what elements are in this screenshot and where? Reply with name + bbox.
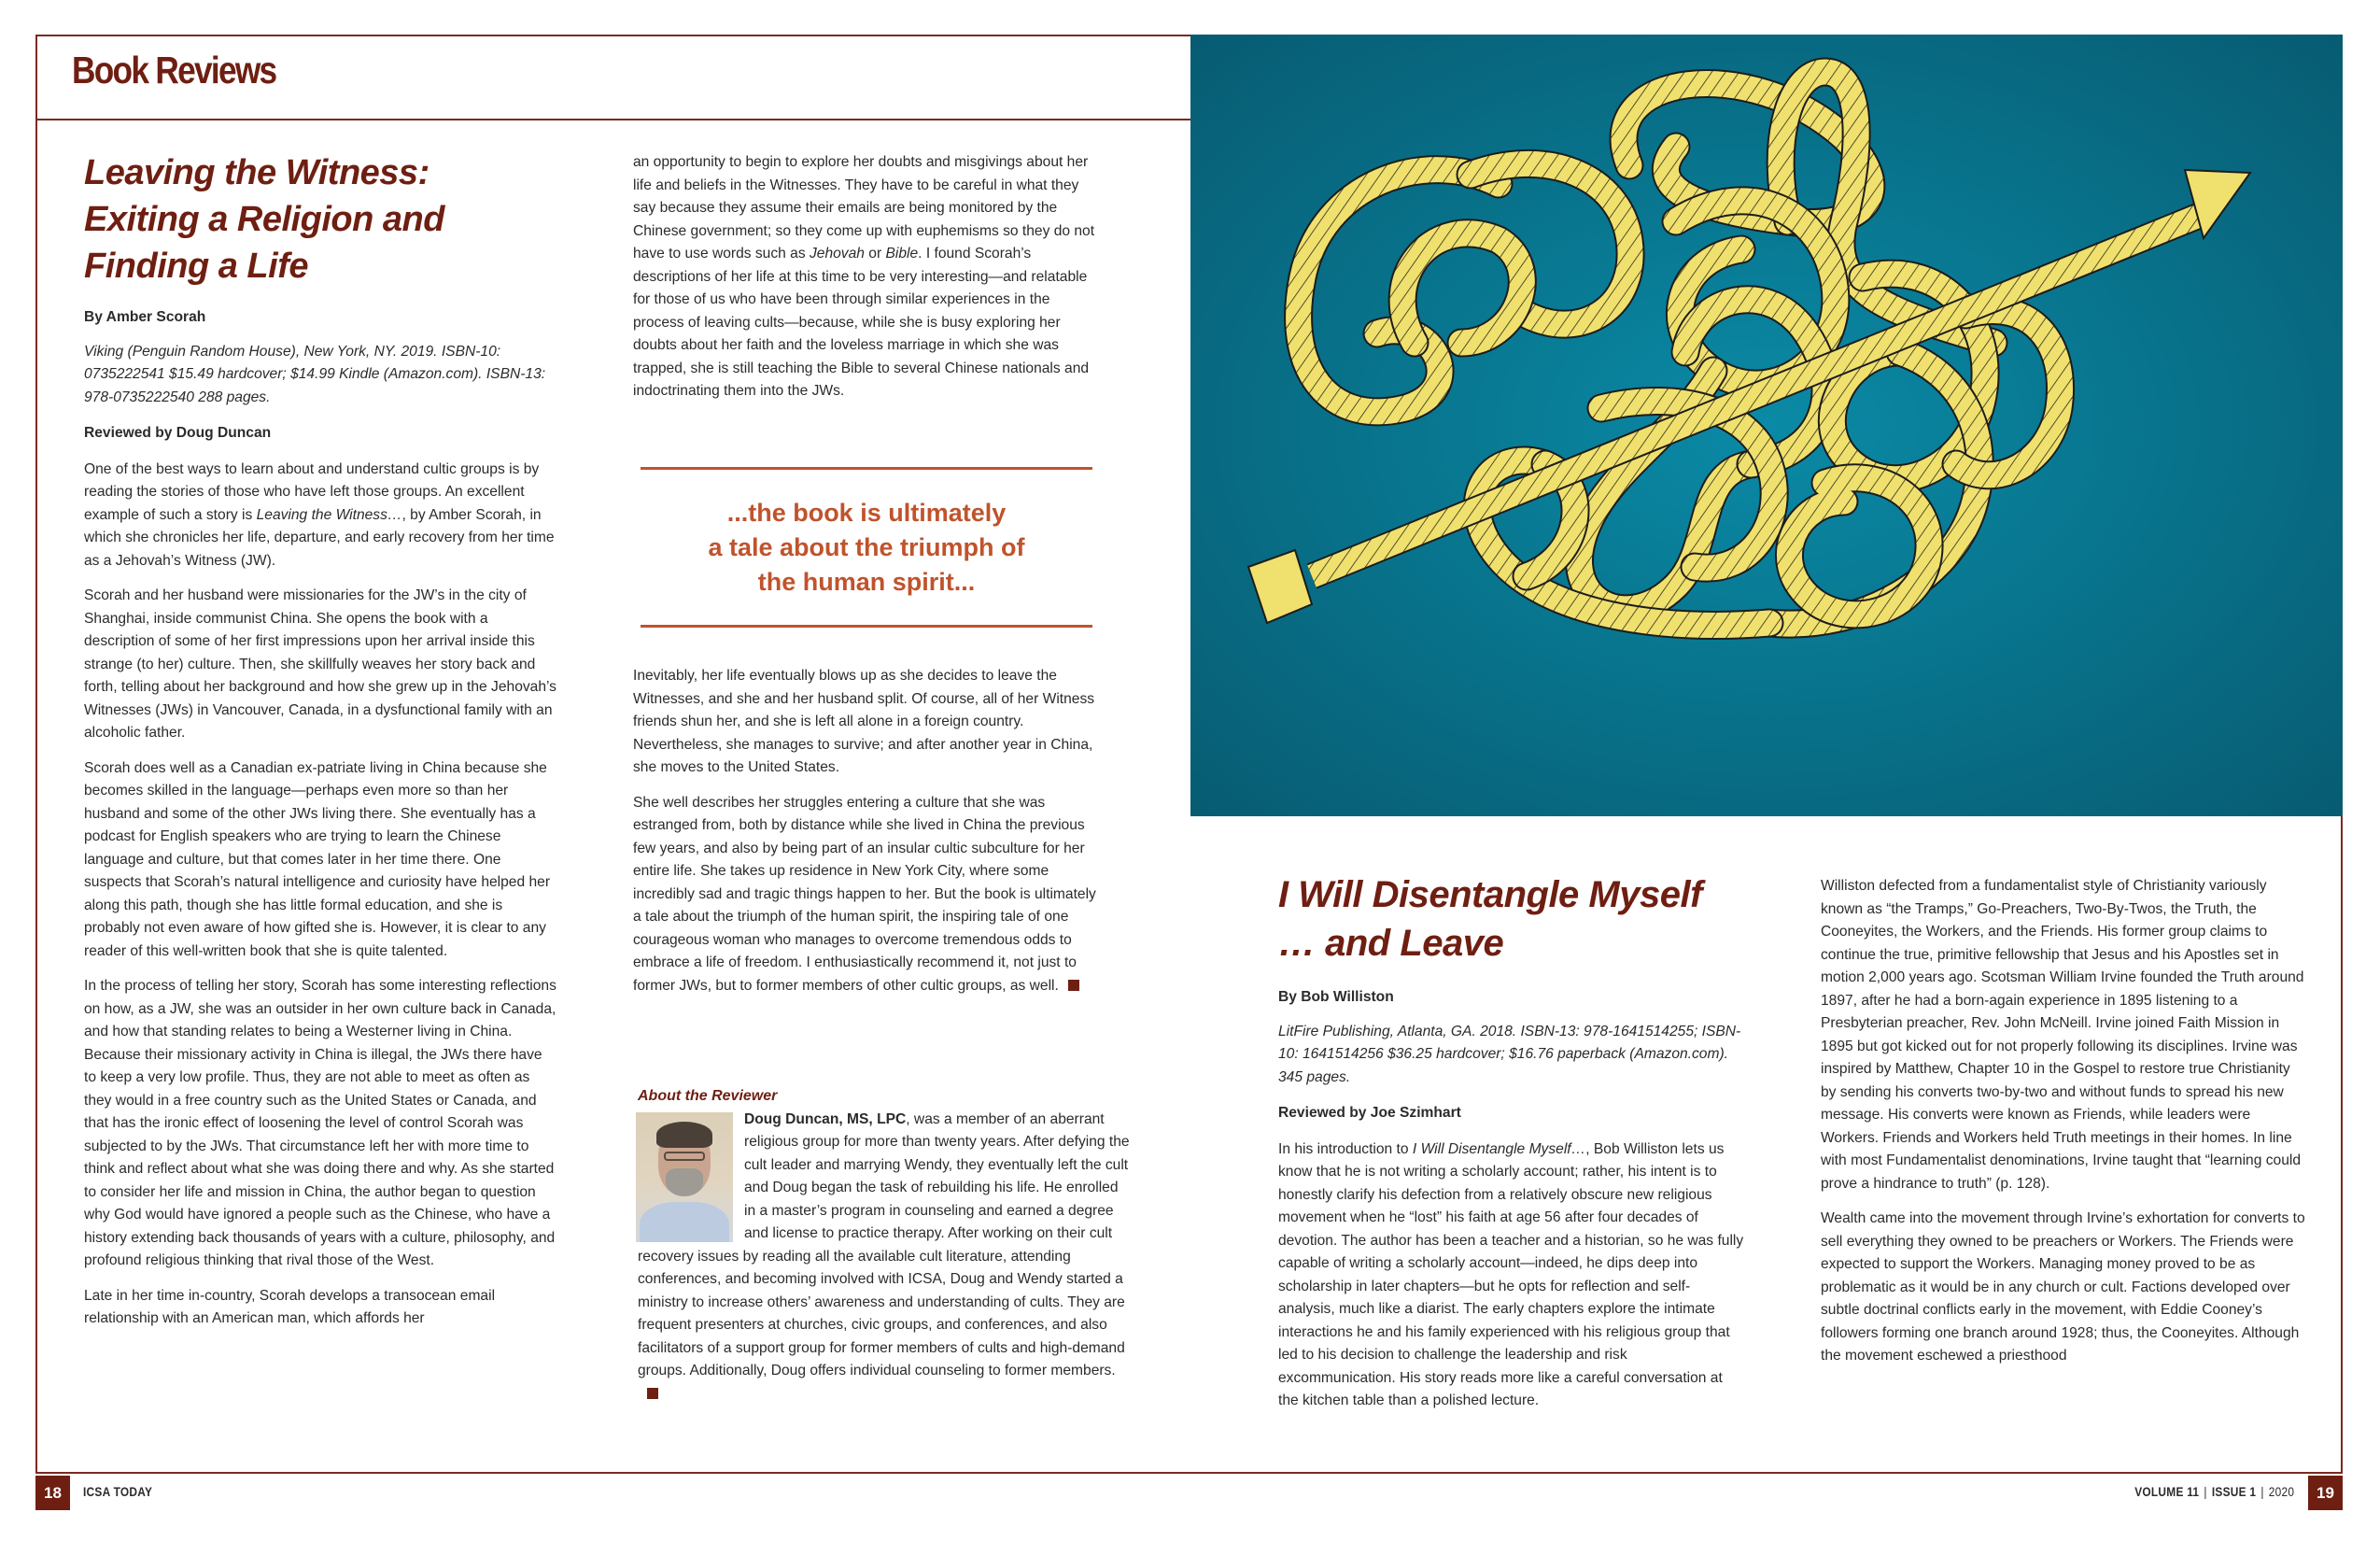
text-run: , was a member of an aberrant religious group for more than twenty years. After defying the cult leader and marrying Wendy, they eventually left the cult and Doug began the task of rebuilding his life. He enrolled in a master’s program in counseling and earned a degree and license to practice therapy. After working on their cult recovery issues by reading all the available cult literature, attending conferences, and becoming involved with ICSA, Doug and Wendy started a ministry to increase others’ awareness and understanding of cults. They are frequent presenters at churches, civic groups, and conferences, and also facilitators of a support group for former members of cults and high-demand groups. Additionally, Doug offers individual counseling to former members. bbox=[638, 1110, 1130, 1378]
review1-reviewer: Reviewed by Doug Duncan bbox=[84, 425, 272, 441]
review2-byline: By Bob Williston bbox=[1278, 989, 1394, 1005]
page-number-right: 19 bbox=[2308, 1476, 2343, 1510]
review2-title-line: … and Leave bbox=[1278, 923, 1504, 964]
review1-paragraph: Inevitably, her life eventually blows up as she decides to leave the Witnesses, and she and her husband split. Of course, all of her Witness friends shun her, and she is left all alone in a foreign country. Nevertheless, she manages to survive; and after another year in China, she moves to the United States. bbox=[633, 668, 1095, 775]
emphasis: Bible bbox=[885, 246, 919, 262]
review1-paragraph: Scorah and her husband were missionaries for the JW’s in the city of Shanghai, inside communist China. She opens the book with a description of some of her first impressions upon her arrival inside this strange (to her) culture. Then, she skillfully weaves her story back and forth, telling about her background and how she grew up in the Jehovah’s Witnesses (JWs) in Vancouver, Canada, in a dysfunctional family with an alcoholic father. bbox=[84, 587, 556, 741]
review1-column2-lower bbox=[633, 665, 1100, 1010]
review1-paragraph bbox=[633, 792, 1100, 998]
review1-paragraph bbox=[633, 151, 1100, 403]
review1-pubinfo: Viking (Penguin Random House), New York, NY. 2019. ISBN-10: 0735222541 $15.49 hardcover; $14.99 Kindle (Amazon.com). ISBN-13: 978-0735222540 288 pages. bbox=[84, 343, 546, 405]
issue-info bbox=[2134, 1484, 2294, 1499]
review2-paragraph: Wealth came into the movement through Irvine’s exhortation for converts to sell everything they owned to be preachers or Workers. The Friends were expected to support the Workers. Managing money proved to be as problematic as it would be in any church or cult. Factions developed over subtle doctrinal conflicts early in the movement, with Eddie Cooney’s followers forming one branch around 1928; thus, the Cooneyites. Although the movement eschewed a priesthood bbox=[1821, 1210, 2305, 1364]
reviewer-photo bbox=[636, 1112, 733, 1242]
review1-paragraph bbox=[84, 459, 556, 573]
review2-pubinfo: LitFire Publishing, Atlanta, GA. 2018. ISBN-13: 978-1641514255; ISBN-10: 1641514256 $36.25 hardcover; $16.76 paperback (Amazon.com). 345 pages. bbox=[1278, 1023, 1741, 1085]
about-reviewer bbox=[638, 1085, 1133, 1406]
year-label: 2020 bbox=[2268, 1484, 2294, 1499]
review2-title-line: I Will Disentangle Myself bbox=[1278, 874, 1702, 915]
about-reviewer-heading: About the Reviewer bbox=[638, 1088, 778, 1104]
pull-quote-line: a tale about the triumph of bbox=[708, 532, 1025, 561]
review1-title bbox=[84, 149, 556, 290]
photo-hair bbox=[656, 1122, 712, 1148]
review1-title-line: Leaving the Witness: bbox=[84, 153, 430, 192]
section-title: Book Reviews bbox=[72, 49, 276, 92]
text-run: One of the best ways to learn about and understand cultic groups is by reading the stories of those who have left those groups. An excellent example of such a story is bbox=[84, 460, 540, 523]
reviewer-name: Doug Duncan, MS, LPC bbox=[744, 1110, 907, 1127]
text-run: In his introduction to bbox=[1278, 1140, 1413, 1157]
book-title-ref: I Will Disentangle Myself… bbox=[1412, 1140, 1586, 1157]
end-of-article-mark-icon bbox=[1068, 980, 1079, 991]
text-run: , Bob Williston lets us know that he is not writing a scholarly account; rather, his intent is to honestly clarify his defection from a relatively obscure new religious movement when he “lost” his faith at age 56 after four decades of devotion. The author has been a teacher and a historian, so he was fully capable of writing a scholarly account—indeed, he dips deep into scholarship in later chapters—but he opts for reflection and self-analysis, much like a diarist. The early chapters explore the intimate interactions he and his family experienced with his religious group that led to his decision to challenge the leadership and risk excommunication. His story reads more like a careful conversation at the kitchen table than a polished lecture. bbox=[1278, 1140, 1744, 1408]
photo-glasses bbox=[664, 1152, 705, 1161]
text-run: an opportunity to begin to explore her doubts and misgivings about her life and beliefs in the Witnesses. They have to be careful in what they say because they assume their emails are being monitored by the Chinese government; so they come up with euphemisms so they do not have to use words such as bbox=[633, 154, 1095, 262]
review1-byline: By Amber Scorah bbox=[84, 309, 206, 325]
text-run: , by Amber Scorah, in which she chronicles her life, departure, and early recovery from her time as a Jehovah’s Witness (JW). bbox=[84, 506, 555, 569]
end-of-article-mark-icon bbox=[647, 1388, 658, 1399]
photo-shirt bbox=[640, 1202, 729, 1242]
emphasis: Jehovah bbox=[809, 246, 865, 262]
review1-paragraph: Scorah does well as a Canadian ex-patriate living in China because she becomes skilled in the language—perhaps even more so than her husband and some of the other JWs living there. She eventually has a podcast for English speakers who are trying to learn the Chinese language and culture, but that comes later in her time there. One suspects that Scorah’s natural intelligence and curiosity have helped her along this path, though she has little formal education, and she is probably not even aware of how gifted she is. However, it is clear to any reader of this well-written book that she is quite talented. bbox=[84, 759, 551, 959]
review1-column1 bbox=[84, 149, 556, 1343]
text-run: . I found Scorah’s descriptions of her life at this time to be very interesting—and relatable for those of us who have been through similar experiences in the process of leaving cults—because, while she is busy exploring her doubts about her faith and the loveless marriage in which she was trapped, she is still teaching the Bible to several Chinese nationals and indoctrinating them into the JWs. bbox=[633, 246, 1090, 399]
review1-title-line: Finding a Life bbox=[84, 247, 308, 286]
separator: | bbox=[2204, 1484, 2207, 1499]
page-number-left: 18 bbox=[35, 1476, 70, 1510]
pull-quote bbox=[641, 467, 1092, 628]
pull-quote-line: ...the book is ultimately bbox=[726, 498, 1007, 527]
review1-title-line: Exiting a Religion and bbox=[84, 200, 444, 239]
review2-reviewer: Reviewed by Joe Szimhart bbox=[1278, 1105, 1461, 1121]
review1-paragraph: In the process of telling her story, Scorah has some interesting reflections on how, as a JW, she was an outsider in her own culture back in Canada, and how that standing relates to being a Westerner living in China. Because their missionary activity in China is illegal, the JWs there have to keep a very low profile. Thus, they are not able to meet as often as they would in a free country such as the United States or Canada, and that has the ironic effect of loosening the level of control Scorah was subjected to by the JWs. That circumstance left her with more time to think and reflect about what she was doing there and why. As she started to consider her life and mission in China, the author began to question why God would have ignored a people such as the Chinese, who have a history extending back thousands of years with a culture, philosophy, and profound religious thinking that rival those of the West. bbox=[84, 978, 556, 1268]
review2-column1 bbox=[1278, 870, 1745, 1425]
book-title-ref: Leaving the Witness… bbox=[256, 506, 402, 523]
review1-column2 bbox=[633, 151, 1100, 416]
text-run: or bbox=[864, 246, 886, 262]
volume-label: VOLUME 11 bbox=[2134, 1484, 2199, 1499]
tangled-rope-illustration bbox=[1190, 35, 2343, 816]
review2-column2 bbox=[1821, 875, 2306, 1380]
text-run: She well describes her struggles entering a culture that she was estranged from, both by distance while she lived in China the previous few years, and also by being part of an insular cultic subculture for her entire life. She takes up residence in New York City, where some incredibly sad and tragic things happen to her. But the book is ultimately a tale about the triumph of the human spirit, the inspiring tale of one courageous woman who manages to overcome tremendous odds to embrace a life of freedom. I enthusiastically recommend it, not just to former JWs, but to former members of other cultic groups, as well. bbox=[633, 794, 1096, 994]
review2-title bbox=[1278, 870, 1745, 968]
publication-name: ICSA TODAY bbox=[83, 1484, 153, 1499]
review2-paragraph: Williston defected from a fundamentalist style of Christianity variously known as “the Tramps,” Go-Preachers, Two-By-Twos, the Truth, the Cooneyites, the Workers, and the Friends. His former group claims to continue the true, primitive fellowship that Jesus and his Apostles set in motion 2,000 years ago. Scotsman William Irvine founded the Truth around 1897, after he had a born-again experience in 1895 listening to a Presbyterian preacher, Rev. John McNeill. Irvine joined Faith Mission in 1895 but got kicked out for not properly following its disciplines. Irvine was inspired by Matthew, Chapter 10 in the Gospel to restore true Christianity by sending his converts two-by-two and without funds to spread his new message. His converts were known as Friends, while leaders were Workers. Friends and Workers held Truth meetings in their homes. In line with most Fundamentalist denominations, Irvine taught that “learning could prove a hindrance to truth” (p. 128). bbox=[1821, 878, 2304, 1192]
photo-beard bbox=[666, 1168, 703, 1196]
issue-label: ISSUE 1 bbox=[2211, 1484, 2256, 1499]
header-rule bbox=[35, 119, 1191, 120]
review1-paragraph: Late in her time in-country, Scorah develops a transocean email relationship with an American man, which affords her bbox=[84, 1287, 496, 1326]
separator: | bbox=[2260, 1484, 2264, 1499]
pull-quote-line: the human spirit... bbox=[757, 567, 976, 596]
tangled-rope-arrow-icon bbox=[1190, 35, 2343, 816]
review2-paragraph bbox=[1278, 1138, 1745, 1413]
